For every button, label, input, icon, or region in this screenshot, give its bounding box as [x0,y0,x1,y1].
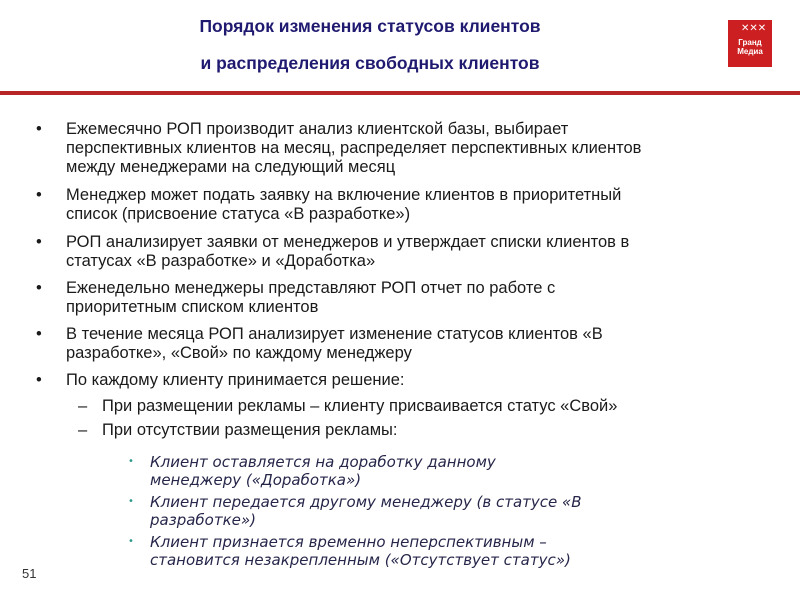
sub-sub-bullet-text: Клиент признается временно неперспективным – [150,533,547,551]
bullet-text: между менеджерами на следующий месяц [66,158,396,176]
dot-icon: • [128,496,134,507]
dot-icon: • [128,456,134,467]
bullet-icon: • [36,120,42,138]
company-logo [728,20,772,67]
bullet-text: разработке», «Свой» по каждому менеджеру [66,344,412,362]
bullet-icon: • [36,325,42,343]
sub-sub-bullet-text: Клиент оставляется на доработку данному [150,453,496,471]
sub-bullet-text: При отсутствии размещения рекламы: [102,421,398,439]
bullet-icon: • [36,279,42,297]
bullet-text: приоритетным списком клиентов [66,298,319,316]
dash-icon: – [78,397,88,415]
logo-mark-icon: ✕✕✕ [741,23,767,34]
bullet-icon: • [36,186,42,204]
sub-sub-bullet-text: Клиент передается другому менеджеру (в статусе «В [150,493,582,511]
sub-sub-bullet-text: менеджеру («Доработка») [150,471,362,489]
bullet-icon: • [36,233,42,251]
bullet-text: РОП анализирует заявки от менеджеров и утверждает списки клиентов в [66,233,630,251]
title-divider [0,91,800,95]
sub-sub-bullet-text: становится незакрепленным («Отсутствует статус») [150,551,571,569]
bullet-text: статусах «В разработке» и «Доработка» [66,252,376,270]
sub-bullet-text: При размещении рекламы – клиенту присваивается статус «Свой» [102,397,618,415]
page-number: 51 [22,566,37,581]
title-line-1: Порядок изменения статусов клиентов [199,16,541,36]
dash-icon: – [78,421,88,439]
bullet-text: В течение месяца РОП анализирует изменение статусов клиентов «В [66,325,603,343]
bullet-text: Еженедельно менеджеры представляют РОП отчет по работе с [66,279,556,297]
bullet-text: Ежемесячно РОП производит анализ клиентской базы, выбирает [66,120,569,138]
sub-sub-bullet-text: разработке») [150,511,256,529]
bullet-icon: • [36,371,42,389]
bullet-text: список (присвоение статуса «В разработке») [66,205,411,223]
dot-icon: • [128,536,134,547]
logo-text: Гранд Медиа [737,38,763,56]
bullet-text: Менеджер может подать заявку на включение клиентов в приоритетный [66,186,622,204]
bullet-text: перспективных клиентов на месяц, распределяет перспективных клиентов [66,139,642,157]
title-line-2: и распределения свободных клиентов [200,53,540,73]
bullet-text: По каждому клиенту принимается решение: [66,371,405,389]
